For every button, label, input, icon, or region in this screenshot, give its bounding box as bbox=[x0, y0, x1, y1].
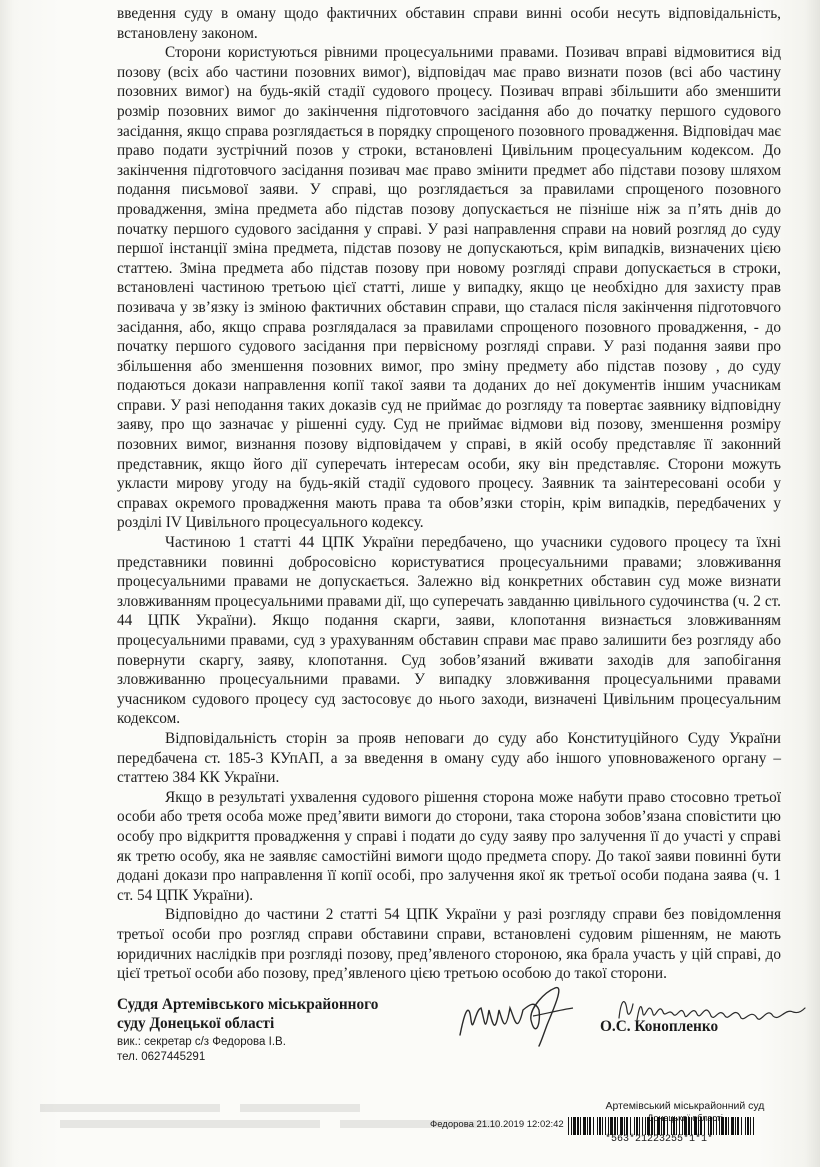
barcode-bar bbox=[725, 1117, 727, 1135]
bleed-through-texture bbox=[40, 1098, 580, 1138]
barcode-bar bbox=[741, 1117, 742, 1135]
barcode-bar bbox=[737, 1117, 739, 1135]
barcode-bar bbox=[731, 1117, 734, 1135]
barcode-bar bbox=[651, 1117, 653, 1135]
barcode-bar bbox=[645, 1117, 646, 1135]
barcode-bar bbox=[713, 1117, 714, 1135]
barcode-bar bbox=[610, 1117, 613, 1135]
barcode-bar bbox=[642, 1117, 643, 1135]
barcode-bar bbox=[571, 1117, 572, 1135]
barcode-bar bbox=[682, 1117, 683, 1135]
barcode-bar bbox=[647, 1117, 650, 1135]
barcode-bar bbox=[671, 1117, 672, 1135]
clerk-phone: тел. 0627445291 bbox=[117, 1051, 206, 1063]
clerk-info bbox=[117, 1035, 286, 1065]
barcode-bar bbox=[602, 1117, 603, 1135]
judge-title-line1: Суддя Артемівського міськрайонного bbox=[117, 996, 379, 1013]
barcode-bar bbox=[661, 1117, 662, 1135]
stamp-region: Донецької області bbox=[647, 1113, 723, 1123]
barcode-bar bbox=[593, 1117, 594, 1135]
barcode-bar bbox=[745, 1117, 746, 1135]
barcode-bar bbox=[626, 1117, 628, 1135]
barcode-bar bbox=[657, 1117, 660, 1135]
paragraph-liability: Відповідальність сторін за прояв неповаги до суду або Конституційного Суду України передбачена ст. 185-3 КУпАП, а за введення в оману суду або іншого уповноваженого органу – статтею 384 КК України. bbox=[117, 729, 781, 787]
judge-name: О.С. Конопленко bbox=[600, 1018, 719, 1035]
judge-title bbox=[117, 995, 417, 1033]
barcode-bar bbox=[577, 1117, 579, 1135]
barcode-bar bbox=[663, 1117, 665, 1135]
paragraph-third-party-consequences: Відповідно до частини 2 статті 54 ЦПК України у разі розгляду справи без повідомлення третьої особи про розгляд справи обставини справи, встановлені судовим рішенням, не мають юридичних наслідків при розгляді позову, пред’явленого стороною, яка брала участь у цій справі, до цієї третьої особи або позову, пред’явленого цією третьою особою до такої сторони. bbox=[117, 906, 781, 983]
barcode-bar bbox=[688, 1117, 690, 1135]
barcode-bar bbox=[587, 1117, 588, 1135]
barcode-bar bbox=[667, 1117, 668, 1135]
barcode bbox=[568, 1117, 758, 1135]
print-info: Федорова 21.10.2019 12:02:42 bbox=[430, 1119, 564, 1130]
barcode-bar bbox=[573, 1117, 576, 1135]
paragraph-continuation: введення суду в оману щодо фактичних обставин справи винні особи несуть відповідальність, встановлену законом. bbox=[117, 5, 781, 42]
barcode-bar bbox=[636, 1117, 638, 1135]
barcode-bar bbox=[614, 1117, 616, 1135]
barcode-bar bbox=[589, 1117, 591, 1135]
barcode-bar bbox=[753, 1117, 754, 1135]
barcode-bar bbox=[728, 1117, 729, 1135]
barcode-bar bbox=[708, 1117, 709, 1135]
barcode-bar bbox=[617, 1117, 618, 1135]
barcode-bar bbox=[710, 1117, 712, 1135]
barcode-bar bbox=[599, 1117, 601, 1135]
barcode-bar bbox=[716, 1117, 717, 1135]
paragraph-third-party: Якщо в результаті ухвалення судового рішення сторона може набути право стосовно третьої особи або третя особа може пред’явити вимоги до сторони, така сторона зобов’язана сповістити цю особу про відкриття провадження у справі і подати до суду заяву про залучення її до участі у справі як третю особу, яка не заявляє самостійні вимоги щодо предмета спору. До такої заяви повинні бути додані докази про направлення її копії особі, про залучення якої як третьої особи подана заява (ч. 1 ст. 54 ЦПК України). bbox=[117, 788, 781, 904]
clerk-name: вик.: секретар с/з Федорова І.В. bbox=[117, 1036, 286, 1048]
barcode-bar bbox=[654, 1117, 655, 1135]
paragraph-abuse-of-rights: Частиною 1 статті 44 ЦПК України передбачено, що учасники судового процесу та їхні представники повинні добросовісно користуватися процесуальними правами; зловживання процесуальними правами не допускається. Залежно від конкретних обставин суд може визнати зловживанням процесуальними правами дії, що суперечать завданню цивільного судочинства (ч. 2 ст. 44 ЦПК України). Якщо подання скарги, заяви, клопотання визнається зловживанням процесуальними правами, суд з урахуванням обставин справи має право залишити без розгляду або повернути скаргу, заяву, клопотання. Суд зобов’язаний вживати заходів для запобігання зловживанню процесуальними правами. У випадку зловживання процесуальними правами учасником судового процесу суд застосовує до нього заходи, визначені Цивільним процесуальним кодексом. bbox=[117, 534, 781, 728]
barcode-bar bbox=[679, 1117, 680, 1135]
barcode-bar bbox=[630, 1117, 631, 1135]
barcode-text: *563*21223255*1*1* bbox=[605, 1134, 714, 1145]
barcode-bar bbox=[608, 1117, 609, 1135]
barcode-bar bbox=[634, 1117, 635, 1135]
barcode-bar bbox=[735, 1117, 736, 1135]
barcode-bar bbox=[676, 1117, 677, 1135]
barcode-bar bbox=[624, 1117, 625, 1135]
barcode-bar bbox=[719, 1117, 720, 1135]
barcode-bar bbox=[698, 1117, 699, 1135]
barcode-bar bbox=[704, 1117, 705, 1135]
document-body bbox=[117, 4, 781, 984]
barcode-bar bbox=[694, 1117, 697, 1135]
judge-title-line2: суду Донецької області bbox=[117, 1015, 275, 1032]
barcode-bar bbox=[747, 1117, 749, 1135]
barcode-bar bbox=[580, 1117, 581, 1135]
barcode-bar bbox=[639, 1117, 640, 1135]
barcode-bar bbox=[691, 1117, 692, 1135]
barcode-bar bbox=[700, 1117, 702, 1135]
barcode-bar bbox=[568, 1117, 569, 1135]
paragraph-procedural-rights: Сторони користуються рівними процесуальними правами. Позивач вправі відмовитися від позову (всіх або частини позовних вимог), відповідач має право визнати позов (всі або частину позовних вимог) на будь-якій стадії судового процесу. Позивач вправі збільшити або зменшити розмір позовних вимог до закінчення підготовчого засідання або до початку першого судового засідання, якщо справа розглядається в порядку спрощеного позовного провадження. Відповідач має право подати зустрічний позов у строки, встановлені Цивільним процесуальним кодексом. До закінчення підготовчого засідання позивач має право змінити предмет або підстави позову шляхом подання письмової заяви. У справі, що розглядається за правилами спрощеного позовного провадження, зміна предмета або підстав позову допускається не пізніше ніж за п’ять днів до початку першого судового засідання у справі. У разі направлення справи на новий розгляд до суду першої інстанції зміна предмета, підстав позову не допускаються, крім випадків, визначених цією статтею. Зміна предмета або підстав позову при новому розгляді справи допускається в строки, встановлені частиною третьою цієї статті, лише у випадку, якщо це необхідно для захисту прав позивача у зв’язку із зміною фактичних обставин справи, що сталася після закінчення підготовчого засідання, або, якщо справа розглядалася за правилами спрощеного позовного провадження, - до початку першого судового засідання при первісному розгляді справи. У разі подання заяви про збільшення або зменшення позовних вимог, про зміну предмету або підстав позову , до суду подаються докази направлення копії такої заяви та доданих до неї документів іншим учасникам справи. У разі неподання таких доказів суд не приймає до розгляду та повертає заявнику відповідну заяву, про що зазначає у рішенні суду. Суд не приймає відмови від позову, зменшення розміру позовних вимог, визнання позову відповідачем у справі, в якій особу представляє її законний представник, якщо його дії суперечать інтересам особи, яку він представляє. Сторони можуть укласти мирову угоду на будь-якій стадії судового процесу. Заявник та заінтересовані особи у справах окремого провадження мають права та обов’язки сторін, крім випадків, передбачених у розділі IV Цивільного процесуального кодексу. bbox=[117, 44, 781, 532]
barcode-bar bbox=[721, 1117, 724, 1135]
stamp-court-name: Артемівський міськрайонний суд bbox=[605, 1100, 765, 1112]
barcode-bar bbox=[597, 1117, 598, 1135]
barcode-bar bbox=[620, 1117, 623, 1135]
barcode-bar bbox=[684, 1117, 687, 1135]
barcode-bar bbox=[673, 1117, 675, 1135]
judge-signature-scribble bbox=[455, 980, 585, 1050]
barcode-bar bbox=[750, 1117, 751, 1135]
barcode-bar bbox=[605, 1117, 606, 1135]
barcode-bar bbox=[583, 1117, 586, 1135]
